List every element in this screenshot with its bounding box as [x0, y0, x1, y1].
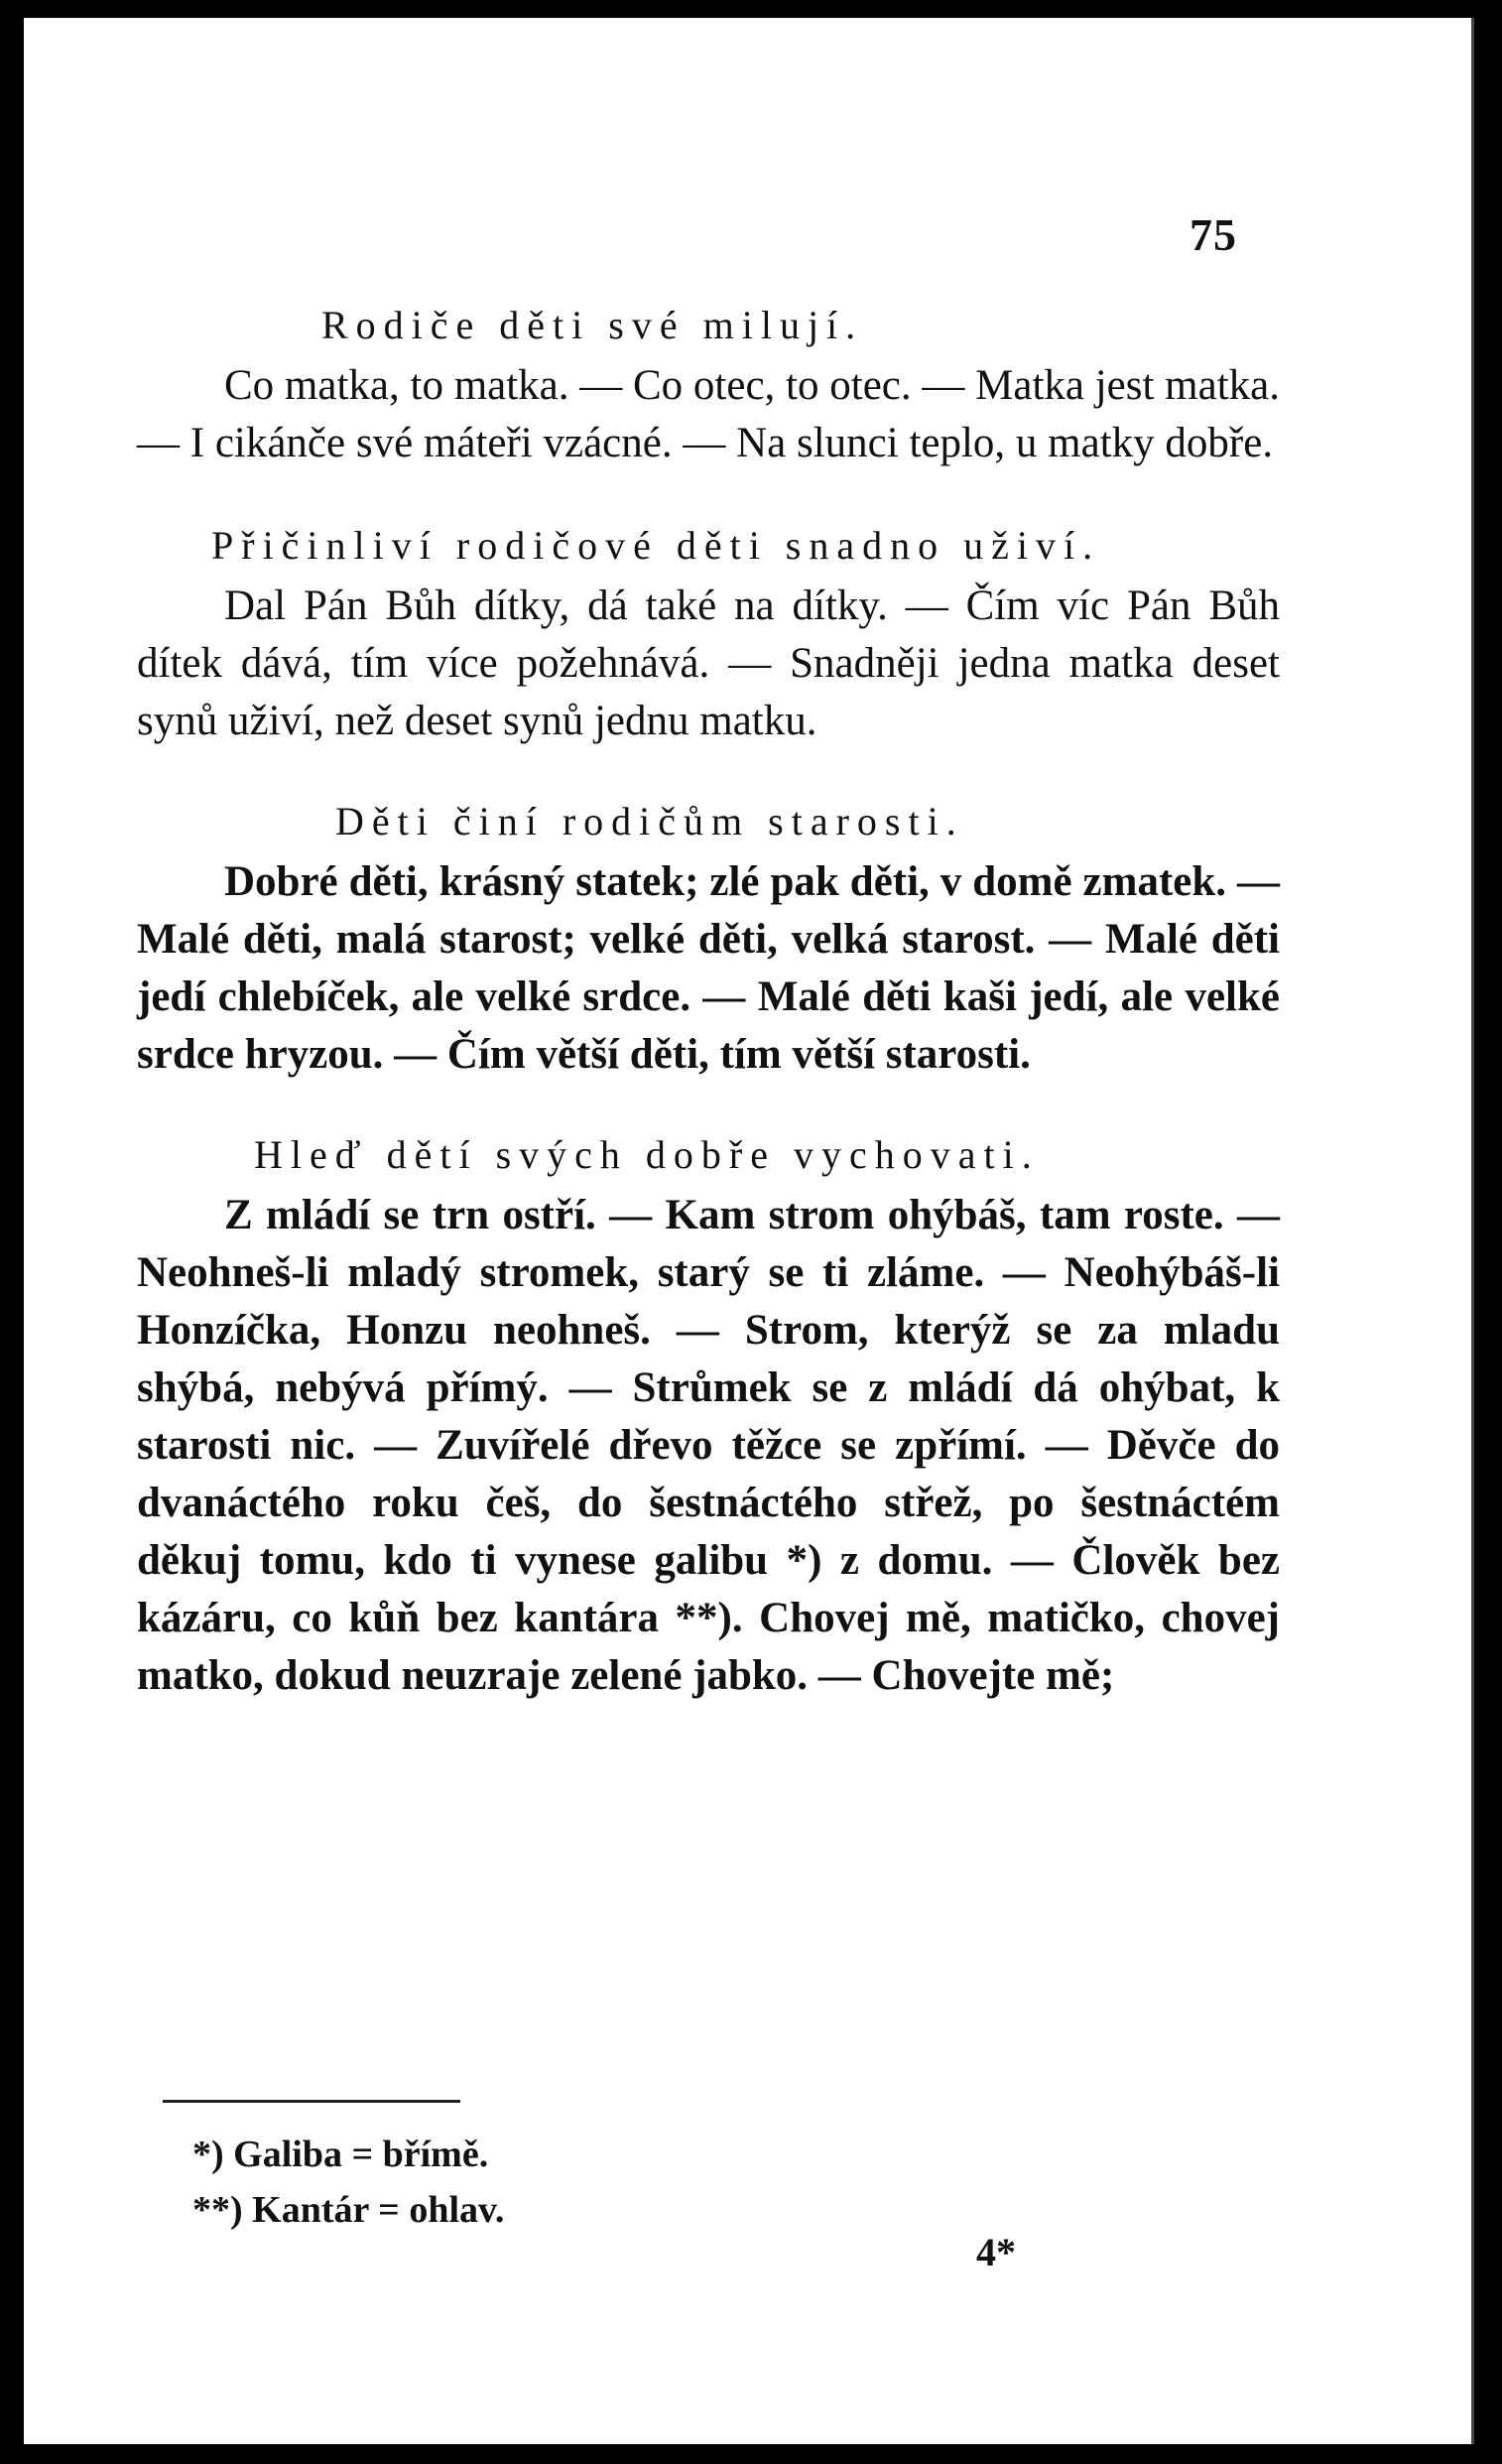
- footnotes: [192, 2127, 504, 2238]
- page-edge-line: [1471, 18, 1474, 2444]
- section-heading: Přičinliví rodičové děti snadno uživí.: [211, 523, 1101, 568]
- main-text: [137, 292, 1280, 1705]
- section-heading: Děti činí rodičům starosti.: [335, 799, 964, 843]
- section-heading: Rodiče děti své milují.: [321, 303, 864, 347]
- book-page: [24, 18, 1474, 2444]
- footnote: **) Kantár = ohlav.: [192, 2189, 505, 2231]
- section-paragraph: Dal Pán Bůh dítky, dá také na dítky. — Čím víc Pán Bůh dítek dává, tím více požehnává. — Snadněji jedna matka deset synů uživí, než deset synů jednu matku.: [137, 583, 1280, 744]
- section-heading: Hleď dětí svých dobře vychovati.: [254, 1132, 1040, 1177]
- section-paragraph: Co matka, to matka. — Co otec, to otec. — Matka jest matka. — I cikánče své máteři vzácné. — Na slunci teplo, u matky dobře.: [137, 362, 1280, 466]
- signature-mark: 4*: [976, 2230, 1016, 2274]
- footnote-divider: [163, 2100, 460, 2103]
- section-paragraph: Z mládí se trn ostří. — Kam strom ohýbáš, tam roste. — Neohneš-li mladý stromek, starý se ti zláme. — Neohýbáš-li Honzíčka, Honzu neohneš. — Strom, kterýž se za mladu shýbá, nebývá přímý. — Strůmek se z mládí dá ohýbat, k starosti nic. — Zuvířelé dřevo těžce se zpřímí. — Děvče do dvanáctého roku češ, do šestnáctého střež, po šestnáctém děkuj tomu, kdo ti vynese galibu *) z domu. — Člověk bez kázáru, co kůň bez kantára **). Chovej mě, matičko, chovej matko, dokud neuzraje zelené jabko. — Chovejte mě;: [137, 1192, 1280, 1699]
- section-paragraph: Dobré děti, krásný statek; zlé pak děti, v domě zmatek. — Malé děti, malá starost; velké děti, velká starost. — Malé děti jedí chlebíček, ale velké srdce. — Malé děti kaši jedí, ale velké srdce hryzou. — Čím větší děti, tím větší starosti.: [137, 858, 1280, 1078]
- page-number: 75: [1189, 209, 1237, 260]
- footnote: *) Galiba = břímě.: [192, 2134, 489, 2175]
